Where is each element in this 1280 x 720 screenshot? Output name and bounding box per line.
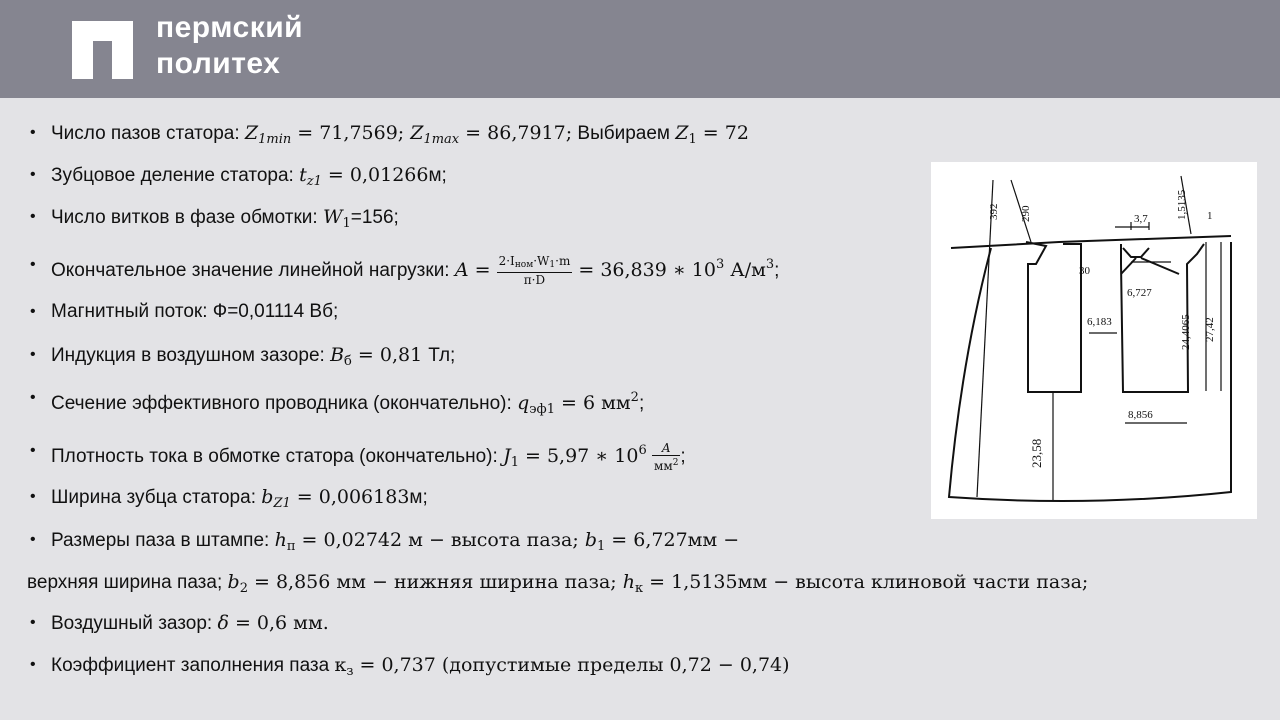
math-sub: 1 xyxy=(596,539,606,554)
item-text: ; xyxy=(680,446,686,467)
math-value: = 0,006183 xyxy=(290,486,410,508)
math-value: = 0,6 мм. xyxy=(228,612,329,634)
dim-6-727-label: 6,727 xyxy=(1127,287,1152,299)
fraction: $\frac{A}{мм^2}$ xyxy=(654,440,679,473)
tooth-outline xyxy=(1026,242,1081,392)
math-sup: 2 xyxy=(630,390,639,405)
bullet-icon: • xyxy=(30,442,36,459)
item-text: Магнитный поток: Ф=0,01114 Вб; xyxy=(51,301,339,322)
dim-1-label: 1 xyxy=(1207,210,1213,222)
item-text: =156; xyxy=(350,207,399,228)
item-text: Окончательное значение линейной нагрузки: xyxy=(51,260,455,281)
item-text: Зубцовое деление статора: xyxy=(51,165,300,186)
math-value: = 71,7569; xyxy=(291,122,411,144)
math-var: b xyxy=(261,486,274,508)
math-sub: б xyxy=(344,354,352,369)
item-text: Плотность тока в обмотке статора (окончательно): xyxy=(51,446,504,467)
bullet-icon: • xyxy=(30,346,36,363)
math-value: = 72 xyxy=(696,122,749,144)
math-sub: 1 xyxy=(688,132,697,147)
item-text: Число витков в фазе обмотки: xyxy=(51,207,323,228)
math-value: = 1,5135мм − высота клиновой части паза; xyxy=(643,571,1089,593)
math-value: = 36,839 ∗ 10 xyxy=(572,259,716,281)
brand-line-1: пермский xyxy=(156,11,304,44)
math-sub: 1max xyxy=(423,132,460,147)
math-sub: Z1 xyxy=(273,496,291,511)
math-var: q xyxy=(517,392,530,414)
dimension-labels xyxy=(988,189,1216,421)
dim-6-183-label: 6,183 xyxy=(1087,316,1112,328)
item-text: Индукция в воздушном зазоре: xyxy=(51,345,331,366)
bullet-icon: • xyxy=(30,303,36,320)
math-var: B xyxy=(330,344,345,366)
math-value: = 6 мм xyxy=(554,392,631,414)
bullet-icon: • xyxy=(30,614,36,631)
math-var: t xyxy=(299,164,307,186)
math-var: Z xyxy=(675,122,689,144)
math-value: = 8,856 мм − нижняя ширина паза; xyxy=(247,571,623,593)
math-var: к xyxy=(334,654,347,676)
brand-line-2: политех xyxy=(156,47,281,80)
bullet-icon: • xyxy=(30,256,36,273)
math-value: = 0,02742 м − высота паза; xyxy=(295,529,585,551)
bullet-icon: • xyxy=(30,531,36,548)
math-var: J xyxy=(503,445,511,467)
math-var: A xyxy=(454,259,469,281)
math-value: = 0,737 (допустимые пределы 0,72 − 0,74) xyxy=(353,654,790,676)
bullet-icon: • xyxy=(30,389,36,406)
bullet-icon: • xyxy=(30,166,36,183)
dim-23-58-label: 23,58 xyxy=(1029,438,1044,468)
math-var: b xyxy=(227,571,240,593)
item-text: ; xyxy=(774,260,780,281)
math-var: Z xyxy=(410,122,424,144)
dim-27-42-label: 27,42 xyxy=(1204,317,1216,342)
item-text: верхняя ширина паза; xyxy=(27,572,228,593)
item-text: м; xyxy=(428,165,447,186)
air-gap-line xyxy=(951,236,1231,248)
item-text: м; xyxy=(409,487,428,508)
item-text: Коэффициент заполнения паза xyxy=(51,655,335,676)
math-value: = 0,81 xyxy=(351,344,429,366)
math-sub: 1 xyxy=(510,455,519,470)
math-sub: 2 xyxy=(239,581,248,596)
math-sup: 3 xyxy=(715,257,725,272)
math-var: Z xyxy=(244,122,259,144)
slot-diagram-svg xyxy=(931,162,1257,519)
item-text: Выбираем xyxy=(572,123,676,144)
dim-3-7-label: 3,7 xyxy=(1134,213,1148,225)
stator-slot-drawing xyxy=(931,162,1257,519)
dim-392-label: 392 xyxy=(988,203,1000,220)
item-text: ; xyxy=(638,393,645,414)
math-value: А/м xyxy=(724,259,766,281)
math-value: = 0,01266 xyxy=(321,164,429,186)
math-sub: з xyxy=(346,664,354,679)
math-sub: 1min xyxy=(258,132,292,147)
math-value: = 86,7917; xyxy=(459,122,573,144)
math-sup: 6 xyxy=(638,443,647,458)
fraction: $\frac{\text{2·Iном·W1·m}}{\pi\cdot D}$ xyxy=(498,254,571,288)
math-var: h xyxy=(622,571,635,593)
math-sub: к xyxy=(635,581,644,596)
dim-30-label: 30 xyxy=(1079,265,1090,277)
math-sub: 1 xyxy=(342,216,351,231)
dim-24-4065-label: 24,4065 xyxy=(1180,314,1192,350)
math-sup: 3 xyxy=(765,257,775,272)
dim-1-5135-label: 1,5135 xyxy=(1176,189,1188,220)
dim-290-label: 290 xyxy=(1020,205,1032,222)
bullet-icon: • xyxy=(30,124,36,141)
item-text: Воздушный зазор: xyxy=(51,613,218,634)
math-value: = 5,97 ∗ 10 xyxy=(518,445,639,467)
item-text: Размеры паза в штампе: xyxy=(51,530,275,551)
math-value: = 6,727мм − xyxy=(605,529,740,551)
item-text: Сечение эффективного проводника (окончательно): xyxy=(51,393,518,414)
item-text: Число пазов статора: xyxy=(51,123,245,144)
item-text: Тл; xyxy=(428,345,456,366)
bullet-icon: • xyxy=(30,656,36,673)
math-sub: п xyxy=(286,539,296,554)
math-value: = xyxy=(468,259,497,281)
math-var: δ xyxy=(217,612,229,634)
bullet-icon: • xyxy=(30,208,36,225)
item-text: Ширина зубца статора: xyxy=(51,487,262,508)
bullet-icon: • xyxy=(30,488,36,505)
dim-8-856-label: 8,856 xyxy=(1128,409,1153,421)
math-var: h xyxy=(274,529,287,551)
math-sub: эф1 xyxy=(529,402,555,417)
math-sub: z1 xyxy=(306,174,322,189)
math-var: W xyxy=(322,206,343,228)
math-var: b xyxy=(584,529,597,551)
